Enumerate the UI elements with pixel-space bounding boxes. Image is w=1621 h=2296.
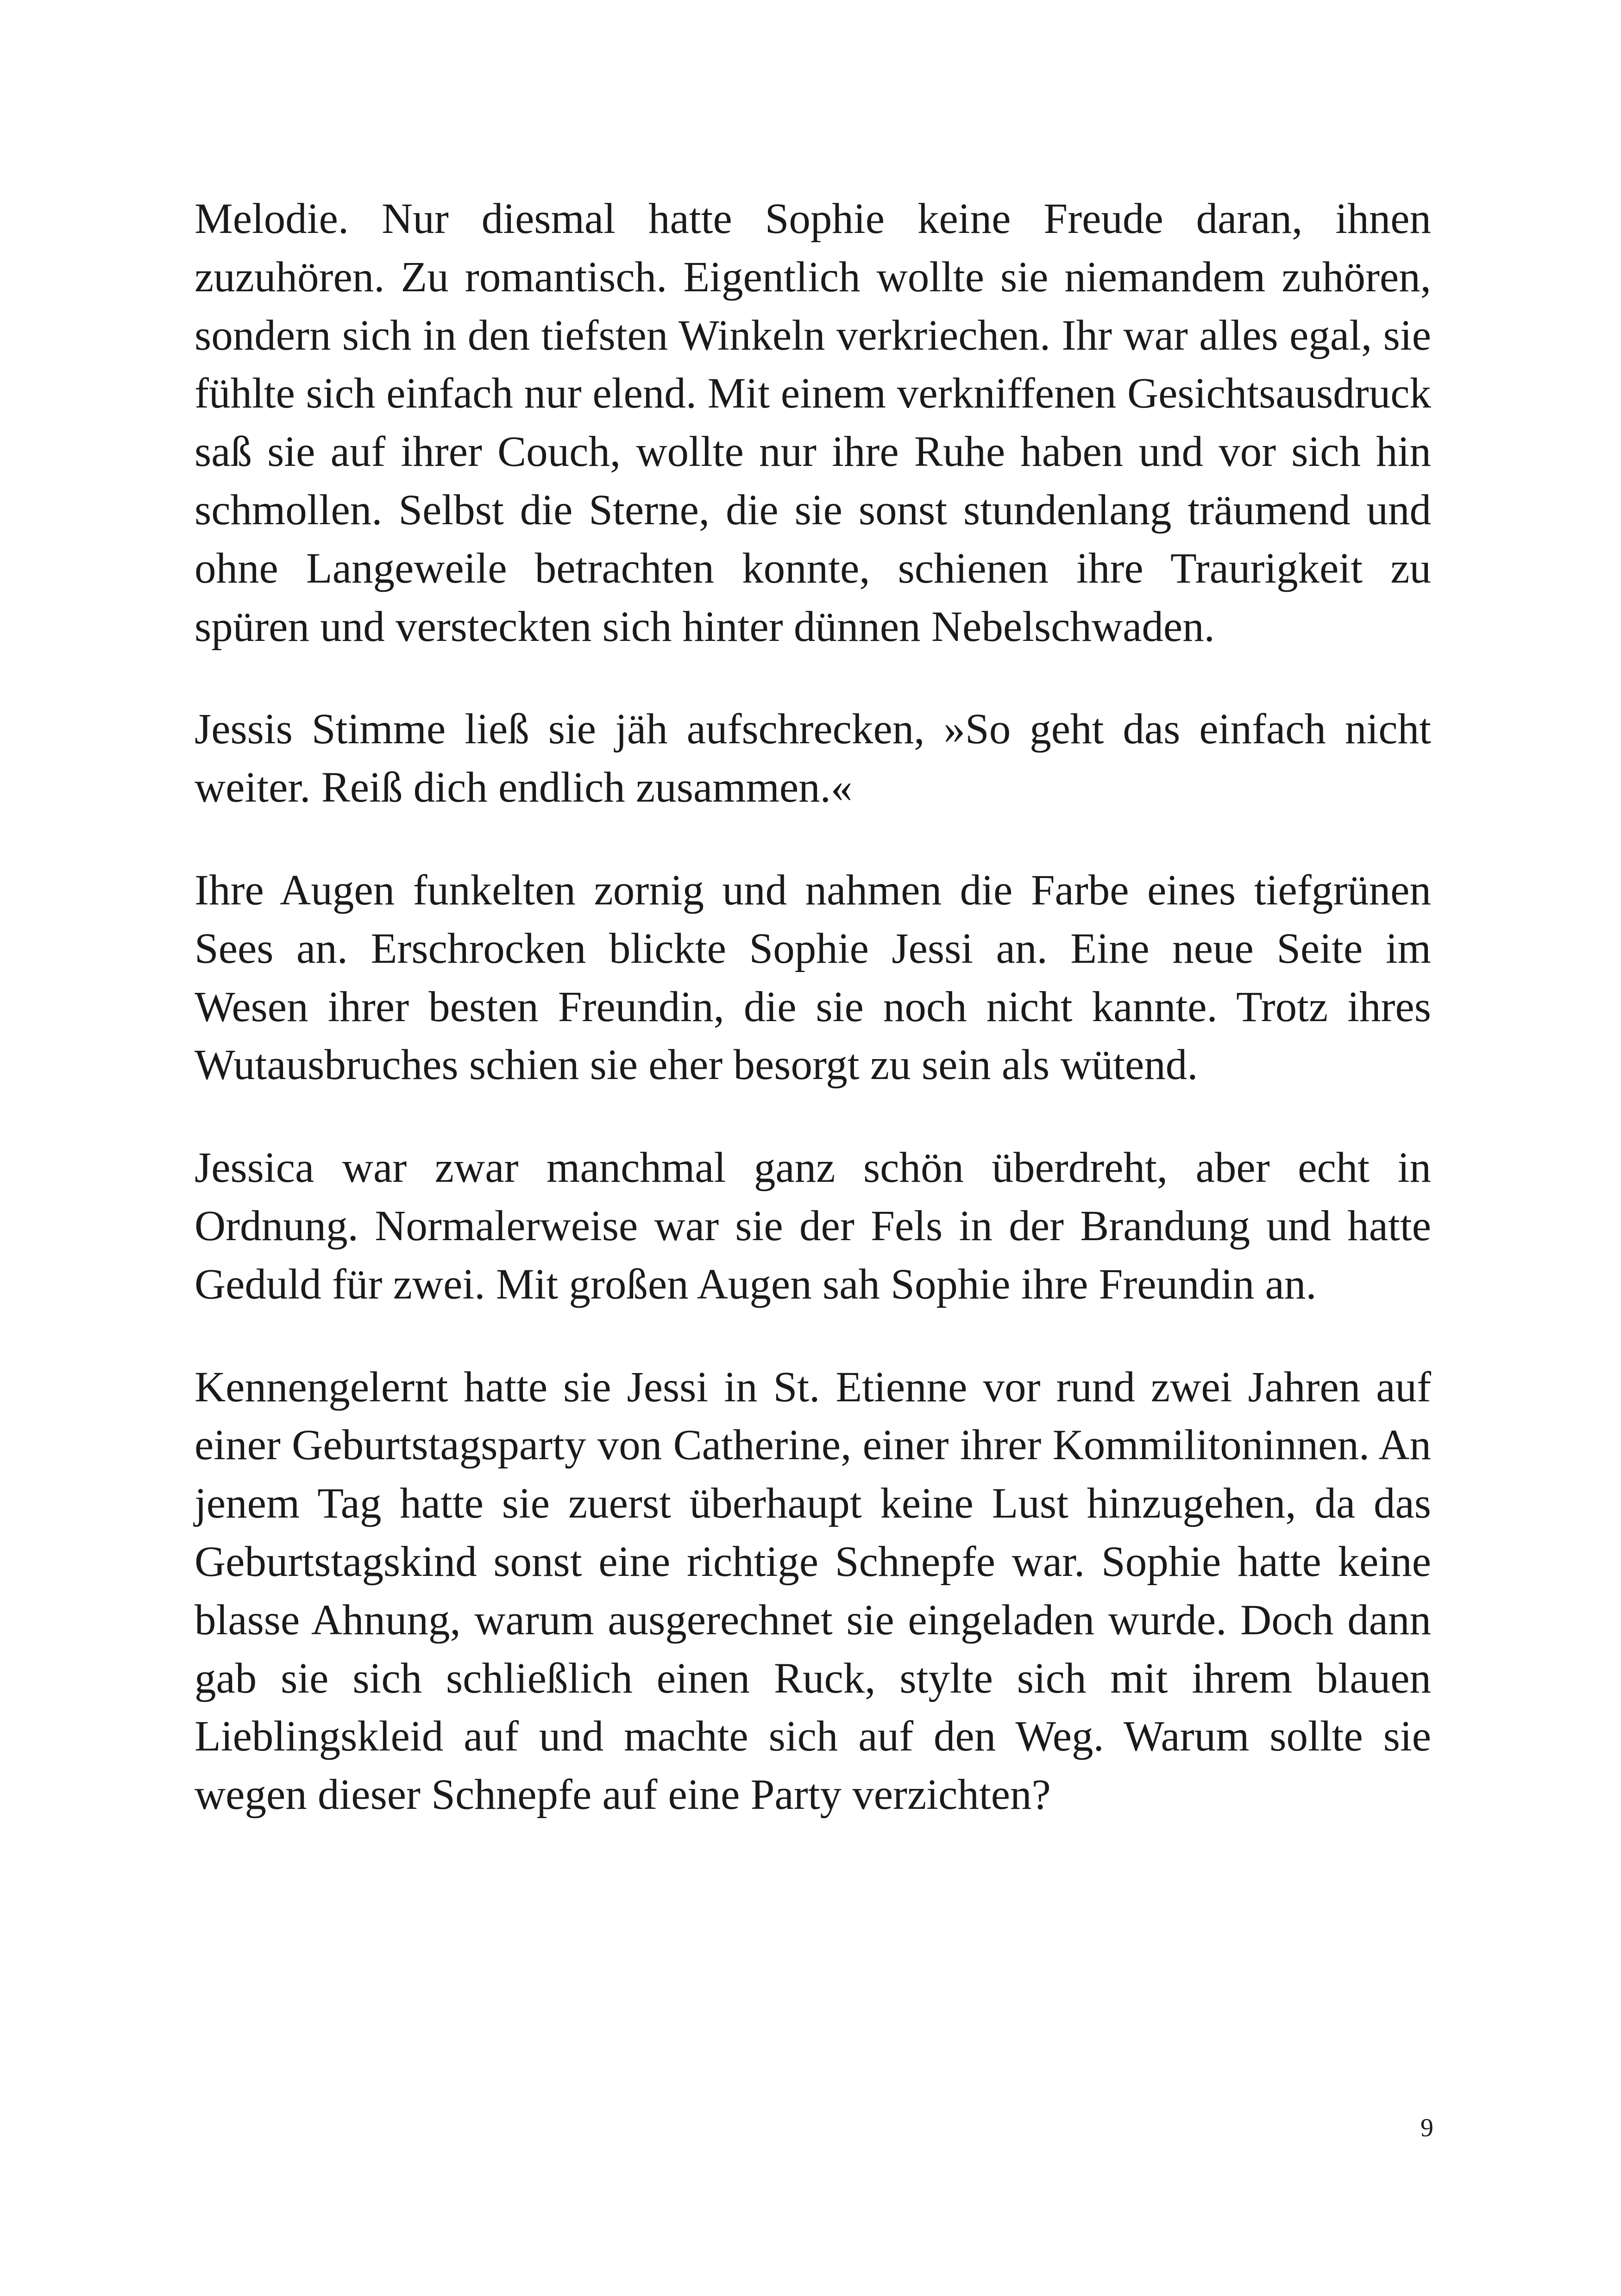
paragraph-4: Jessica war zwar manchmal ganz schön überdreht, aber echt in Ordnung. Normalerweise war sie der Fels in der Brandung und hatte Geduld für zwei. Mit großen Augen sah Sophie ihre Freundin an. [195,1144,1431,1308]
body-text [195,190,1431,1869]
paragraph-5: Kennengelernt hatte sie Jessi in St. Etienne vor rund zwei Jahren auf einer Geburtstagsparty von Catherine, einer ihrer Kommilitoninnen. An jenem Tag hatte sie zuerst überhaupt keine Lust hinzugehen, da das Geburtstagskind sonst eine richtige Schnepfe war. Sophie hatte keine blasse Ahnung, warum ausgerechnet sie eingeladen wurde. Doch dann gab sie sich schließlich einen Ruck, stylte sich mit ihrem blauen Lieblingskleid auf und machte sich auf den Weg. Warum sollte sie wegen dieser Schnepfe auf eine Party verzichten? [195,1363,1431,1819]
page-number: 9 [1420,2114,1433,2142]
paragraph-2: Jessis Stimme ließ sie jäh aufschrecken, »So geht das einfach nicht weiter. Reiß dich endlich zusammen.« [195,705,1431,812]
paragraph-1: Melodie. Nur diesmal hatte Sophie keine Freude daran, ihnen zuzuhören. Zu romantisch. Eigentlich wollte sie niemandem zuhören, sondern sich in den tiefsten Winkeln verkriechen. Ihr war alles egal, sie fühlte sich einfach nur elend. Mit einem verkniffenen Gesichtsausdruck saß sie auf ihrer Couch, wollte nur ihre Ruhe haben und vor sich hin schmollen. Selbst die Sterne, die sie sonst stundenlang träumend und ohne Langeweile betrachten konnte, schienen ihre Traurigkeit zu spüren und versteckten sich hinter dünnen Nebelschwaden. [195,195,1431,651]
paragraph-3: Ihre Augen funkelten zornig und nahmen die Farbe eines tiefgrünen Sees an. Erschrocken blickte Sophie Jessi an. Eine neue Seite im Wesen ihrer besten Freundin, die sie noch nicht kannte. Trotz ihres Wutausbruches schien sie eher besorgt zu sein als wütend. [195,866,1431,1089]
